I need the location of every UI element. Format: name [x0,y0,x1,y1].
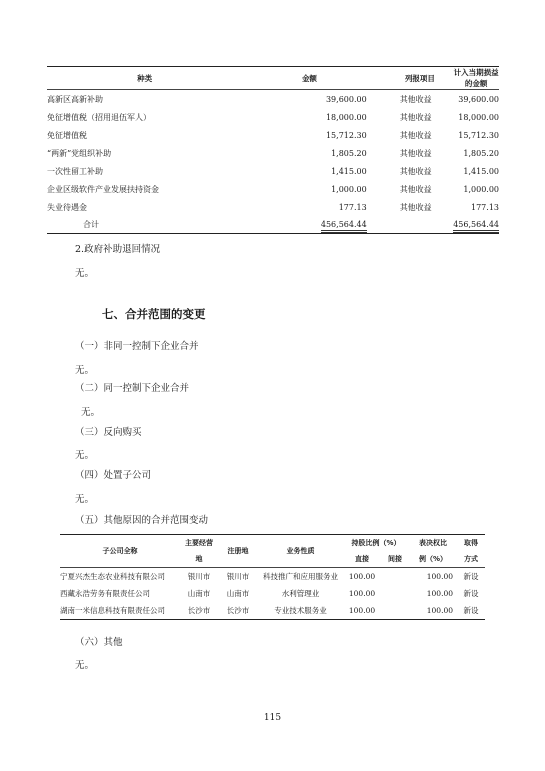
column-header-vote-ratio: 表决权比 [409,535,457,552]
cell-main-place: 长沙市 [180,602,218,620]
table-row [47,90,499,109]
column-header-obtain-2: 方式 [457,551,485,568]
cell-reg-place: 银川市 [226,572,250,581]
cell-indirect [381,585,409,602]
cell-amount: 1,805.20 [331,148,367,158]
cell-amount: 1,415.00 [331,166,367,176]
cell-amount: 177.13 [338,202,367,212]
cell-reg-place: 长沙市 [218,602,258,620]
table-row [47,144,499,162]
cell-business: 水利管理业 [281,589,320,598]
column-header-reg-place: 注册地 [218,535,258,568]
cell-type: 免征增值税 [47,130,87,140]
subsection-text: 无。 [75,450,95,461]
cell-item: 其他收益 [399,166,432,176]
refund-heading: 2.政府补助退回情况 [75,244,161,255]
cell-obtain: 新设 [457,602,485,620]
cell-vote-ratio: 100.00 [409,602,457,620]
table-row [47,180,499,198]
subsection-text: 无。 [75,494,95,505]
cell-name: 湖南一米信息科技有限责任公司 [60,602,180,620]
cell-type: 失业待遇金 [47,202,87,212]
cell-obtain: 新设 [463,589,479,598]
cell-amount: 1,000.00 [331,184,367,194]
cell-name: 宁夏兴杰生态农业科技有限公司 [60,572,165,581]
cell-item: 其他收益 [399,130,432,140]
table-row [60,568,485,586]
table-header-row [47,67,499,90]
subsection-heading: （四）处置子公司 [75,470,152,481]
cell-profit-amount: 1,805.20 [463,148,499,158]
table-row [47,108,499,126]
cell-profit-amount: 15,712.30 [458,130,499,140]
section-title: 七、合并范围的变更 [102,307,206,321]
cell-type: 高新区高新补助 [47,94,103,104]
cell-item: 其他收益 [399,148,432,158]
column-header-item: 列报项目 [377,67,454,90]
cell-direct: 100.00 [348,589,376,598]
column-header-indirect: 间接 [381,551,409,568]
cell-profit-amount: 177.13 [471,202,499,212]
column-header-main-place: 主要经营 [180,535,218,552]
column-header-main-place-2: 地 [180,551,218,568]
cell-item: 其他收益 [399,202,432,212]
cell-amount: 15,712.30 [325,130,367,140]
other-text: 无。 [75,660,95,671]
cell-business: 专业技术服务业 [258,602,343,620]
cell-name: 西藏永浩劳务有限责任公司 [60,589,150,598]
column-header-profit-amount: 计入当期损益的金额 [453,68,499,88]
subsection-text: 无。 [81,407,101,418]
cell-direct: 100.00 [348,572,376,581]
total-label: 合计 [47,216,242,234]
other-heading: （六）其他 [75,637,123,648]
cell-amount: 39,600.00 [325,94,367,104]
subsection-heading: （三）反向购买 [75,427,142,438]
cell-profit-amount: 18,000.00 [458,112,499,122]
cell-direct: 100.00 [343,602,381,620]
cell-profit-amount: 1,415.00 [463,166,499,176]
cell-type: 免征增值税（招用退伍军人） [47,112,151,122]
cell-reg-place: 山南市 [226,589,250,598]
cell-profit-amount: 39,600.00 [458,94,499,104]
subsection-heading: （一）非同一控制下企业合并 [75,341,199,352]
cell-item: 其他收益 [399,112,432,122]
subsection-heading: （五）其他原因的合并范围变动 [75,515,209,526]
column-header-name: 子公司全称 [60,535,180,568]
cell-vote-ratio: 100.00 [426,572,453,581]
subsidiary-table [60,534,485,620]
column-header-business: 业务性质 [258,535,343,568]
subsection-text: 无。 [75,365,95,376]
column-header-type: 种类 [47,67,242,90]
column-header-vote-ratio-2: 例（%） [409,551,457,568]
cell-vote-ratio: 100.00 [426,589,453,598]
refund-text: 无。 [75,268,95,279]
cell-business: 科技推广和应用服务业 [263,572,338,581]
table-row [60,602,485,620]
cell-profit-amount: 1,000.00 [463,184,499,194]
cell-type: 一次性留工补助 [47,166,103,176]
cell-indirect [381,568,409,586]
table-row [47,198,499,216]
cell-type: “两新”党组织补助 [47,148,112,158]
table-row [47,162,499,180]
page-number: 115 [263,713,282,723]
cell-type: 企业区级软件产业发展扶持资金 [47,184,159,194]
table-row [47,126,499,144]
cell-item: 其他收益 [399,94,432,104]
cell-indirect [381,602,409,620]
column-header-amount: 金额 [242,67,377,90]
cell-item: 其他收益 [399,184,432,194]
table-total-row [47,216,499,234]
table-header-row [60,535,485,552]
government-subsidy-table [47,66,499,234]
cell-main-place: 山南市 [187,589,211,598]
column-header-obtain: 取得 [457,535,485,552]
column-header-direct: 直接 [343,551,381,568]
column-header-share-ratio: 持股比例（%） [343,535,409,552]
cell-main-place: 银川市 [187,572,211,581]
cell-amount: 18,000.00 [325,112,367,122]
total-amount: 456,564.44 [321,220,367,233]
total-profit-amount: 456,564.44 [453,220,499,233]
table-row [60,585,485,602]
cell-obtain: 新设 [463,572,479,581]
subsection-heading: （二）同一控制下企业合并 [75,383,190,394]
